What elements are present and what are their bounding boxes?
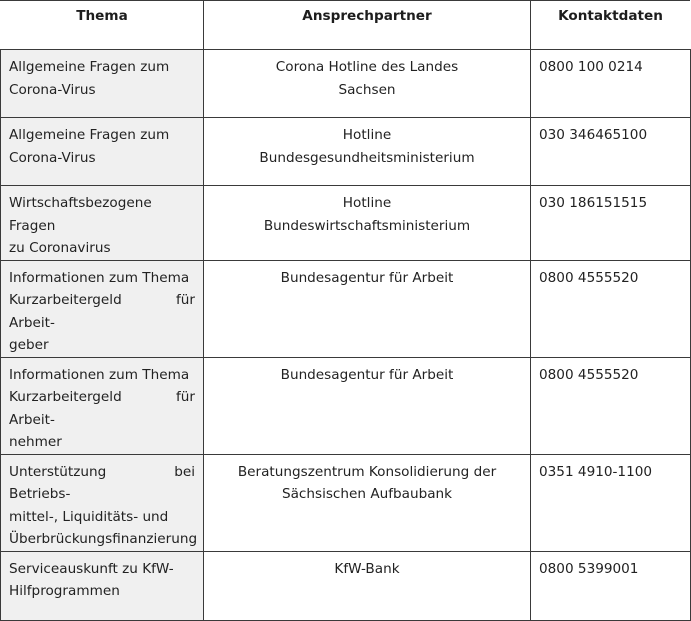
table-header: [1, 1, 691, 50]
partner-cell: [204, 357, 531, 454]
phone-number: 030 346465100: [531, 118, 691, 186]
thema-cell: [1, 357, 204, 454]
phone-number: 030 186151515: [531, 186, 691, 261]
thema-cell: [1, 118, 204, 186]
partner-line: KfW-Bank: [334, 560, 400, 577]
thema-line: mittel-, Liquiditäts- und: [9, 508, 169, 525]
column-header-ansprechpartner: Ansprechpartner: [204, 1, 531, 50]
partner-line: Bundesagentur für Arbeit: [280, 366, 454, 383]
partner-line: Beratungszentrum Konsolidierung der: [237, 463, 497, 480]
table-row: [1, 260, 691, 357]
table-body: [1, 50, 691, 621]
thema-line: zu Coronavirus: [9, 240, 111, 256]
thema-line: Allgemeine Fragen zum: [9, 127, 170, 143]
phone-number: 0800 4555520: [531, 357, 691, 454]
thema-cell: [1, 260, 204, 357]
partner-cell: [204, 551, 531, 620]
partner-cell: [204, 260, 531, 357]
table-row: [1, 551, 691, 620]
partner-line: Sachsen: [338, 81, 396, 98]
partner-line: Bundesagentur für Arbeit: [280, 269, 454, 286]
table-row: [1, 454, 691, 551]
table-row: [1, 357, 691, 454]
thema-line: Wirtschaftsbezogene Fragen: [9, 195, 152, 234]
phone-number: 0800 4555520: [531, 260, 691, 357]
partner-cell: [204, 118, 531, 186]
thema-line: Hilfprogrammen: [9, 583, 120, 599]
column-header-thema: Thema: [1, 1, 204, 50]
partner-line: Hotline: [342, 195, 392, 211]
thema-line: Corona-Virus: [9, 81, 96, 98]
thema-line: Informationen zum Thema: [9, 269, 190, 286]
header-row: [1, 1, 691, 50]
thema-line: Unterstützung bei Betriebs-: [9, 463, 195, 502]
table-row: [1, 186, 691, 261]
partner-line: Hotline: [342, 127, 392, 143]
partner-line: Sächsischen Aufbaubank: [281, 486, 453, 502]
partner-cell: [204, 454, 531, 551]
phone-number: 0351 4910-1100: [531, 454, 691, 551]
thema-cell: [1, 50, 204, 118]
thema-line: Kurzarbeitergeld für Arbeit-: [9, 389, 195, 428]
table-row: [1, 50, 691, 118]
thema-line: Serviceauskunft zu KfW-: [9, 560, 174, 577]
thema-line: nehmer: [9, 434, 62, 450]
partner-line: Bundesgesundheitsministerium: [259, 149, 475, 166]
phone-number: 0800 5399001: [531, 551, 691, 620]
partner-cell: [204, 186, 531, 261]
thema-line: Kurzarbeitergeld für Arbeit-: [9, 292, 195, 331]
thema-cell: [1, 186, 204, 261]
partner-line: Corona Hotline des Landes: [275, 59, 459, 75]
thema-cell: [1, 454, 204, 551]
thema-line: Corona-Virus: [9, 149, 96, 166]
thema-line: Allgemeine Fragen zum: [9, 59, 170, 75]
column-header-kontaktdaten: Kontaktdaten: [531, 1, 691, 50]
thema-line: Überbrückungsfinanzierung: [9, 531, 198, 547]
table-row: [1, 118, 691, 186]
partner-cell: [204, 50, 531, 118]
phone-number: 0800 100 0214: [531, 50, 691, 118]
thema-line: geber: [9, 337, 49, 353]
thema-line: Informationen zum Thema: [9, 366, 190, 383]
thema-cell: [1, 551, 204, 620]
partner-line: Bundeswirtschaftsministerium: [263, 217, 471, 234]
